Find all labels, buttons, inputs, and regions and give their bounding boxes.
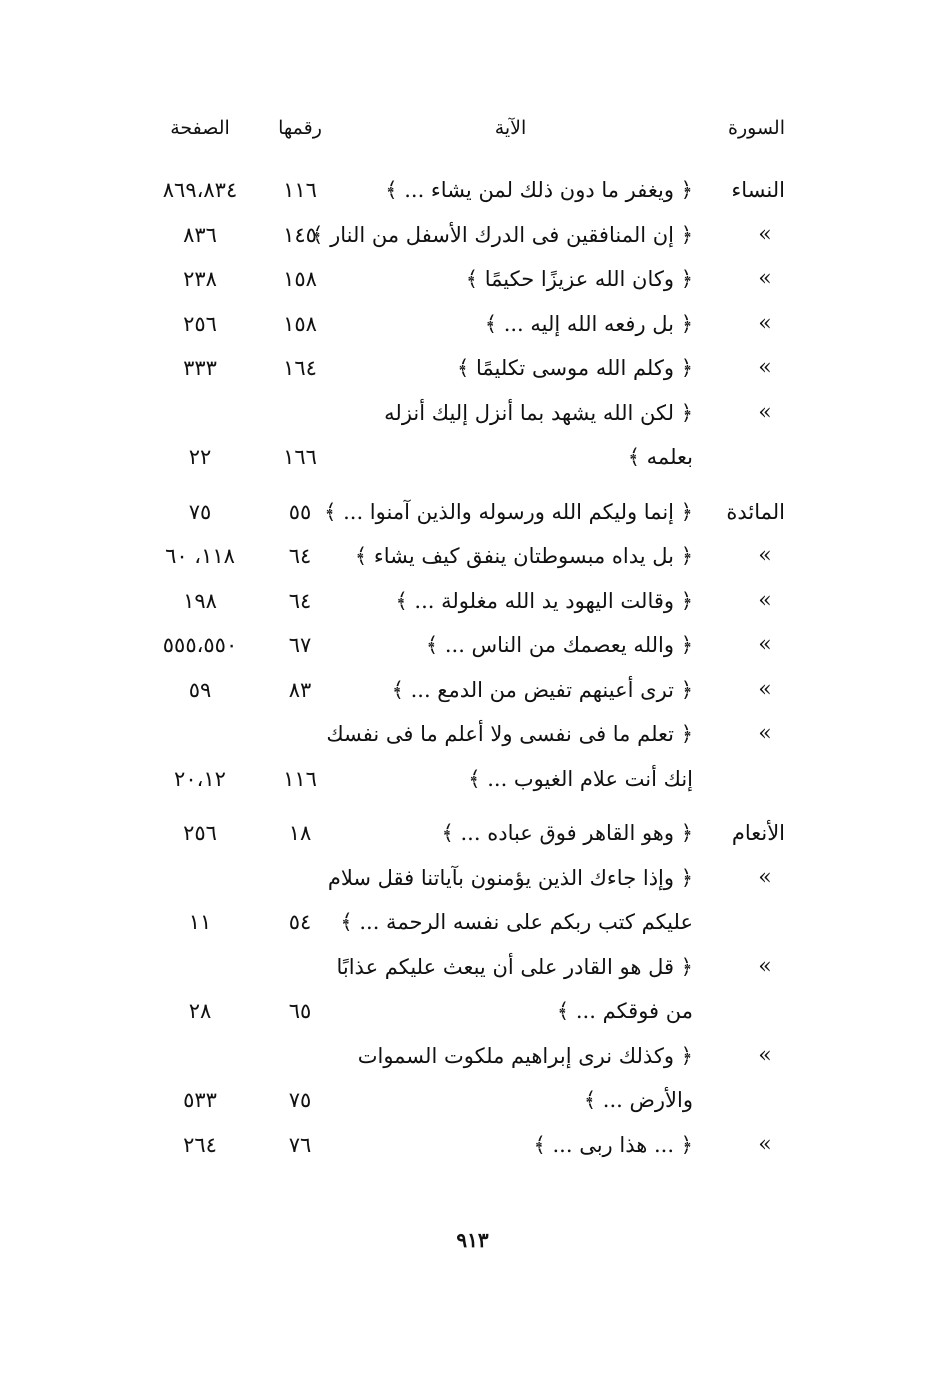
table-row [0, 168, 945, 213]
row-ayah-number: ٧٥ [288, 1088, 312, 1112]
row-ayah-number: ١١٦ [283, 178, 317, 202]
row-surah: » [758, 355, 772, 380]
row-ayah: ﴿ والله يعصمك من الناس ... ﴾ [425, 633, 693, 657]
row-ayah-number: ٦٧ [288, 633, 312, 657]
table-row [0, 712, 945, 757]
row-ayah: ﴿ ترى أعينهم تفيض من الدمع ... ﴾ [391, 677, 693, 702]
row-ayah: ﴿ قل هو القادر على أن يبعث عليكم عذابًا [336, 954, 693, 979]
table-row [0, 490, 945, 535]
row-ayah-number: ١١٦ [283, 766, 317, 791]
row-ayah-number: ٥٥ [288, 499, 312, 524]
row-surah: » [758, 1131, 772, 1157]
row-ayah: ﴿ وهو القاهر فوق عباده ... ﴾ [441, 821, 693, 845]
row-page-ref: ٢٥٦ [183, 821, 217, 845]
row-ayah: من فوقكم ... ﴾ [556, 999, 693, 1023]
row-surah: » [758, 266, 772, 291]
header-number: رقمها [278, 117, 322, 139]
row-page-ref: ١٩٨ [183, 588, 217, 613]
row-page-ref: ٧٥ [188, 499, 212, 524]
row-ayah: ﴿ لكن الله يشهد بما أنزل إليك أنزله [384, 400, 693, 425]
row-surah: » [758, 953, 772, 979]
row-ayah-number: ١٨ [288, 821, 312, 845]
row-page-ref: ٢٣٨ [183, 267, 217, 291]
row-surah: النساء [731, 178, 785, 202]
row-ayah: ﴿ ... هذا ربى ... ﴾ [533, 1132, 693, 1157]
row-ayah: إنك أنت علام الغيوب ... ﴾ [468, 766, 693, 791]
row-ayah-number: ١٦٤ [283, 356, 317, 380]
row-ayah: ﴿ تعلم ما فى نفسى ولا أعلم ما فى نفسك [326, 722, 693, 746]
row-ayah-number: ٦٤ [288, 544, 312, 568]
row-ayah: ﴿ إن المنافقين فى الدرك الأسفل من النار ﴾ [311, 222, 693, 247]
row-page-ref: ١١ [188, 910, 212, 934]
table-row [0, 1078, 945, 1123]
row-ayah-number: ١٥٨ [283, 311, 317, 336]
row-surah: » [758, 632, 772, 657]
row-ayah-number: ٥٤ [288, 910, 312, 934]
row-ayah: والأرض ... ﴾ [583, 1088, 693, 1112]
header-ayah: الآية [494, 117, 527, 139]
table-row [0, 811, 945, 856]
table-row [0, 757, 945, 802]
row-surah: » [758, 310, 772, 336]
row-surah: » [758, 587, 772, 613]
table-row [0, 1034, 945, 1079]
table-row [0, 579, 945, 624]
table-row [0, 346, 945, 391]
table-row [0, 945, 945, 990]
row-page-ref: ٢٨ [188, 999, 212, 1023]
row-page-ref: ٨٦٩،٨٣٤ [162, 178, 238, 202]
row-page-ref: ٢٢ [188, 445, 212, 469]
table-row [0, 1123, 945, 1168]
row-page-ref: ٢٥٦ [183, 311, 217, 336]
row-surah: الأنعام [731, 821, 785, 845]
table-row [0, 435, 945, 480]
row-ayah: ﴿ بل رفعه الله إليه ... ﴾ [484, 311, 693, 336]
row-ayah-number: ٦٥ [288, 999, 312, 1023]
row-ayah-number: ٦٤ [288, 588, 312, 613]
row-ayah: بعلمه ﴾ [627, 445, 693, 469]
row-surah: » [758, 864, 772, 890]
table-row [0, 534, 945, 579]
row-page-ref: ١١٨، ٦٠ [165, 544, 235, 568]
table-row [0, 391, 945, 436]
row-ayah: ﴿ ويغفر ما دون ذلك لمن يشاء ... ﴾ [385, 178, 693, 202]
index-table-body [0, 168, 945, 1167]
row-surah: » [758, 221, 772, 247]
row-surah: » [758, 1042, 772, 1068]
row-ayah: ﴿ وكلم الله موسى تكليمًا ﴾ [457, 356, 693, 380]
row-ayah: ﴿ إنما وليكم الله ورسوله والذين آمنوا ... ﴾ [324, 499, 693, 524]
row-surah: المائدة [726, 499, 785, 524]
row-page-ref: ٨٣٦ [183, 222, 217, 247]
row-page-ref: ٥٥٥،٥٥٠ [162, 633, 238, 657]
row-ayah-number: ٨٣ [288, 677, 312, 702]
header-surah: السورة [728, 117, 785, 139]
table-row [0, 302, 945, 347]
table-row [0, 257, 945, 302]
row-page-ref: ٥٣٣ [183, 1088, 217, 1112]
row-surah: » [758, 721, 772, 746]
table-row [0, 856, 945, 901]
row-ayah: ﴿ وإذا جاءك الذين يؤمنون بآياتنا فقل سلام [327, 865, 693, 890]
row-surah: » [758, 543, 772, 568]
row-page-ref: ٥٩ [188, 677, 212, 702]
table-row [0, 989, 945, 1034]
row-ayah: ﴿ وكذلك نرى إبراهيم ملكوت السموات [357, 1043, 693, 1068]
row-ayah: ﴿ بل يداه مبسوطتان ينفق كيف يشاء ﴾ [354, 544, 693, 568]
row-page-ref: ٣٣٣ [183, 356, 217, 380]
table-row [0, 623, 945, 668]
row-ayah-number: ١٤٥ [283, 222, 317, 247]
row-ayah-number: ١٥٨ [283, 267, 317, 291]
page-number: ٩١٣ [456, 1228, 489, 1252]
row-ayah-number: ٧٦ [288, 1132, 312, 1157]
row-page-ref: ٢٠،١٢ [174, 766, 226, 791]
row-surah: » [758, 399, 772, 425]
row-ayah: ﴿ وقالت اليهود يد الله مغلولة ... ﴾ [395, 588, 693, 613]
row-ayah-number: ١٦٦ [283, 445, 317, 469]
row-ayah: ﴿ وكان الله عزيزًا حكيمًا ﴾ [465, 267, 693, 291]
row-page-ref: ٢٦٤ [183, 1132, 217, 1157]
table-row [0, 900, 945, 945]
header-page: الصفحة [170, 117, 230, 139]
row-ayah: عليكم كتب ربكم على نفسه الرحمة ... ﴾ [340, 910, 693, 934]
table-header [0, 108, 945, 148]
row-surah: » [758, 676, 772, 702]
table-row [0, 213, 945, 258]
table-row [0, 668, 945, 713]
